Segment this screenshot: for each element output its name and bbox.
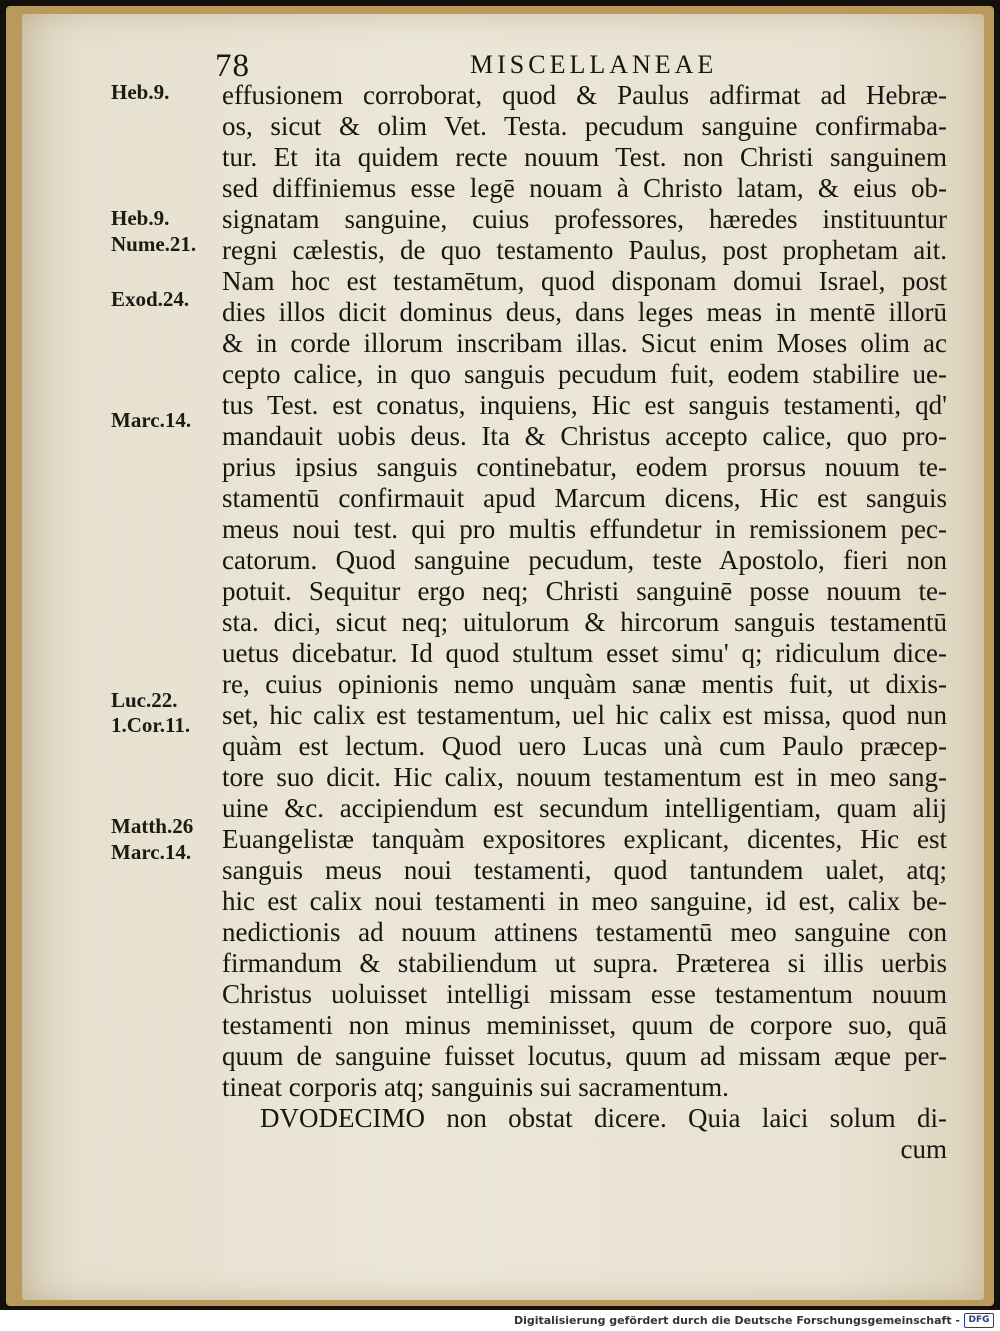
margin-note: Marc.14. (111, 840, 192, 864)
text-line: sanguis meus noui testamenti, quod tantundem ualet, atq; (222, 855, 947, 885)
text-line: sed diffiniemus esse legē nouam à Christo latam, & eius ob- (222, 173, 947, 203)
text-line: testamenti non minus meminisset, quum de corpore suo, quā (222, 1010, 947, 1040)
page-header (215, 48, 735, 84)
margin-note: Heb.9. (111, 206, 170, 230)
digitization-footer (0, 1310, 1000, 1331)
text-line: mandauit uobis deus. Ita & Christus accepto calice, quo pro- (222, 421, 947, 451)
text-line: Nam hoc est testamētum, quod disponam domui Israel, post (222, 266, 947, 296)
dfg-logo-icon: DFG (964, 1313, 994, 1328)
text-line: Christus uoluisset intelligi missam esse testamentum nouum (222, 979, 947, 1009)
text-line: hic est calix noui testamenti in meo sanguine, id est, calix be- (222, 886, 947, 916)
text-line: os, sicut & olim Vet. Testa. pecudum sanguine confirmaba- (222, 111, 947, 141)
text-line: cepto calice, in quo sanguis pecudum fuit, eodem stabilire ue- (222, 359, 947, 389)
running-head: MISCELLANEAE (470, 50, 718, 79)
margin-note: Marc.14. (111, 408, 192, 432)
text-line: set, hic calix est testamentum, uel hic calix est missa, quod nun (222, 700, 947, 730)
text-line: re, cuius opinionis nemo unquàm sanæ mentis fuit, ut dixis- (222, 669, 947, 699)
text-line: uetus dicebatur. Id quod stultum esset simu' q; ridiculum dice- (222, 638, 947, 668)
text-line: & in corde illorum inscribam illas. Sicut enim Moses olim ac (222, 328, 947, 358)
text-line: tore suo dicit. Hic calix, nouum testamentum est in meo sang- (222, 762, 947, 792)
text-line: regni cælestis, de quo testamento Paulus, post prophetam ait. (222, 235, 947, 265)
margin-note: Exod.24. (111, 287, 190, 311)
text-line: meus noui test. qui pro multis effundetur in remissionem pec- (222, 514, 947, 544)
margin-note: Nume.21. (111, 232, 197, 256)
section-opening-line: DVODECIMO non obstat dicere. Quia laici solum di- (260, 1103, 947, 1133)
funding-credit: Digitalisierung gefördert durch die Deutsche Forschungsgemeinschaft - (513, 1314, 960, 1327)
text-line: tur. Et ita quidem recte nouum Test. non Christi sanguinem (222, 142, 947, 172)
margin-note: Matth.26 (111, 814, 194, 838)
text-line: firmandum & stabiliendum ut supra. Præterea si illis uerbis (222, 948, 947, 978)
text-line: sta. dici, sicut neq; uitulorum & hircorum sanguis testamentū (222, 607, 947, 637)
text-line: prius ipsius sanguis continebatur, eodem prorsus nouum te- (222, 452, 947, 482)
text-line: catorum. Quod sanguine pecudum, teste Apostolo, fieri non (222, 545, 947, 575)
body-text (222, 80, 947, 1165)
text-line: tineat corporis atq; sanguinis sui sacramentum. (222, 1072, 729, 1102)
text-line: stamentū confirmauit apud Marcum dicens, Hic est sanguis (222, 483, 947, 513)
text-line: Euangelistæ tanquàm expositores explicant, dicentes, Hic est (222, 824, 947, 854)
text-line: quum de sanguine fuisset locutus, quum ad missam æque per- (222, 1041, 947, 1071)
margin-note: Luc.22. (111, 688, 178, 712)
text-line: effusionem corroborat, quod & Paulus adfirmat ad Hebræ- (222, 80, 947, 110)
text-line: signatam sanguine, cuius professores, hæredes instituuntur (222, 204, 947, 234)
text-line: tus Test. est conatus, inquiens, Hic est sanguis testamenti, qd' (222, 390, 947, 420)
page-number: 78 (215, 48, 250, 84)
text-line: quàm est lectum. Quod uero Lucas unà cum Paulo præcep- (222, 731, 947, 761)
text-line: uine &c. accipiendum est secundum intelligentiam, quam alij (222, 793, 947, 823)
text-line: dies illos dicit dominus deus, dans leges meas in mentē illorū (222, 297, 947, 327)
margin-note: Heb.9. (111, 80, 170, 104)
text-line: nedictionis ad nouum attinens testamentū meo sanguine con (222, 917, 947, 947)
catchword: cum (900, 1134, 947, 1164)
margin-note: 1.Cor.11. (111, 713, 191, 737)
text-line: potuit. Sequitur ergo neq; Christi sanguinē posse nouum te- (222, 576, 947, 606)
